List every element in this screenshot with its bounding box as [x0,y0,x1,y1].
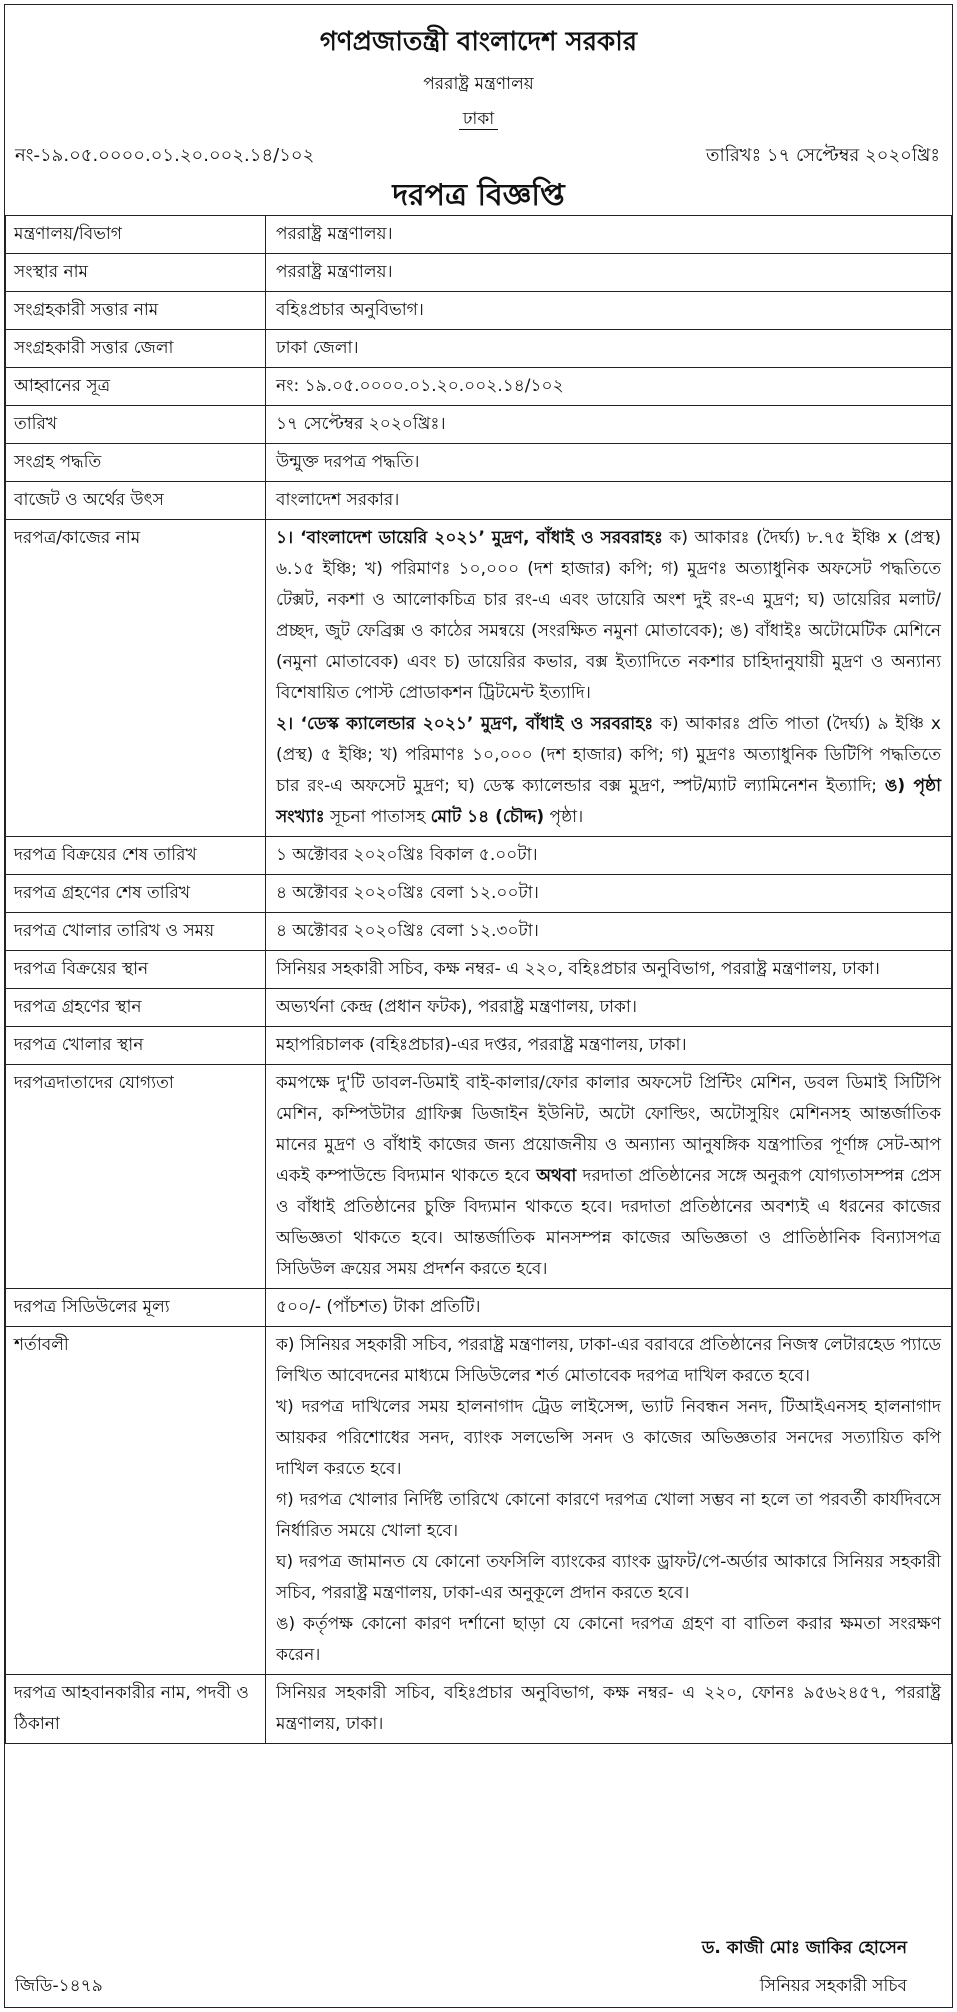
row-label: শর্তাবলী [6,1327,266,1675]
row-value: সিনিয়র সহকারী সচিব, বহিঃপ্রচার অনুবিভাগ, কক্ষ নম্বর- এ ২২০, ফোনঃ ৯৫৬২৪৫৭, পররাষ্ট্র মন্ত্রণালয়, ঢাকা। [266,1675,952,1744]
table-row [6,837,952,875]
table-row [6,989,952,1027]
ministry-name: পররাষ্ট্র মন্ত্রণালয় [423,74,534,94]
row-label: সংগ্রহকারী সত্তার নাম [6,292,266,330]
row-value: সিনিয়র সহকারী সচিব, কক্ষ নম্বর- এ ২২০, বহিঃপ্রচার অনুবিভাগ, পররাষ্ট্র মন্ত্রণালয়, ঢাকা। [266,951,952,989]
row-label: তারিখ [6,406,266,444]
row-label: দরপত্র বিক্রয়ের স্থান [6,951,266,989]
row-value: ৫০০/- (পাঁচশত) টাকা প্রতিটি। [266,1289,952,1327]
row-label: সংস্থার নাম [6,254,266,292]
notice-title: দরপত্র বিজ্ঞপ্তি [392,178,565,213]
table-row [6,875,952,913]
condition-item: ঙ) কর্তৃপক্ষ কোনো কারণ দর্শানো ছাড়া যে কোনো দরপত্র গ্রহণ বা বাতিল করার ক্ষমতা সংরক্ষণ করেন। [276,1614,941,1665]
row-label: দরপত্র গ্রহণের শেষ তারিখ [6,875,266,913]
item-calendar-pages-total: মোট ১৪ (চৌদ্দ) [430,807,545,827]
memo-number: নং-১৯.০৫.০০০০.০১.২০.০০২.১৪/১০২ [15,145,315,166]
city-text: ঢাকা [459,109,498,130]
eligibility-text-b: দরদাতা প্রতিষ্ঠানের সঙ্গে অনুরূপ যোগ্যতাসম্পন্ন প্রেস ও বাঁধাই প্রতিষ্ঠানের চুক্তি বিদ্যমান থাকতে হবে। দরদাতা প্রতিষ্ঠানের অবশ্যই এ ধরনের কাজের অভিজ্ঞতা থাকতে হবে। আন্তর্জাতিক মানসম্পন্ন কাজের অভিজ্ঞতা ও প্রাতিষ্ঠানিক বিন্যাসপত্র সিডিউল ক্রয়ের সময় প্রদর্শন করতে হবে। [276,1166,941,1279]
row-value: ৪ অক্টোবর ২০২০খ্রিঃ বেলা ১২.০০টা। [266,875,952,913]
table-row [6,1289,952,1327]
row-value: নং: ১৯.০৫.০০০০.০১.২০.০০২.১৪/১০২ [266,368,952,406]
row-label: দরপত্র আহবানকারীর নাম, পদবী ও ঠিকানা [6,1675,266,1744]
table-row [6,482,952,520]
row-value: মহাপরিচালক (বহিঃপ্রচার)-এর দপ্তর, পররাষ্ট্র মন্ত্রণালয়, ঢাকা। [266,1027,952,1065]
row-value: উন্মুক্ত দরপত্র পদ্ধতি। [266,444,952,482]
table-row [6,1065,952,1289]
item-calendar-pages-text: সূচনা পাতাসহ [324,807,431,827]
condition-item: গ) দরপত্র খোলার নির্দিষ্ট তারিখে কোনো কারণে দরপত্র খোলা সম্ভব না হলে তা পরবর্তী কার্যদিবসে নির্ধারিত সময়ে খোলা হবে। [276,1490,941,1541]
city-name [5,106,952,134]
row-label: দরপত্র খোলার তারিখ ও সময় [6,913,266,951]
table-row [6,951,952,989]
row-value: ১ অক্টোবর ২০২০খ্রিঃ বিকাল ৫.০০টা। [266,837,952,875]
item-diary-details: ক) আকারঃ (দৈর্ঘ্য) ৮.৭৫ ইঞ্চি x (প্রস্থ) ৬.১৫ ইঞ্চি; খ) পরিমাণঃ ১০,০০০ (দশ হাজার) কপি; গ) মুদ্রণঃ অত্যাধুনিক অফসেট পদ্ধতিতে টেক্সট, নকশা ও আলোকচিত্র চার রং-এ এবং ডায়েরি অংশ দুই রং-এ মুদ্রণ; ঘ) ডায়েরির মলাট/প্রচ্ছদ, জুট ফেব্রিক্স ও কাঠের সমন্বয়ে (সংরক্ষিত নমুনা মোতাবেক); ঙ) বাঁধাইঃ অটোমেটিক মেশিনে (নমুনা মোতাবেক) এবং চ) ডায়েরির কভার, বক্স ইত্যাদিতে নকশার চাহিদানুযায়ী মুদ্রণ ও অন্যান্য বিশেষায়িত পোস্ট প্রোডাকশন ট্রিটমেন্ট ইত্যাদি। [276,528,941,703]
row-label: আহ্বানের সূত্র [6,368,266,406]
row-label: সংগ্রহ পদ্ধতি [6,444,266,482]
gd-number: জিডি-১৪৭৯ [15,1976,103,1996]
row-label: দরপত্র বিক্রয়ের শেষ তারিখ [6,837,266,875]
table-row [6,330,952,368]
row-value: ৪ অক্টোবর ২০২০খ্রিঃ বেলা ১২.৩০টা। [266,913,952,951]
condition-item: ঘ) দরপত্র জামানত যে কোনো তফসিলি ব্যাংকের ব্যাংক ড্রাফট/পে-অর্ডার আকারে সিনিয়র সহকারী সচিব, পররাষ্ট্র মন্ত্রণালয়, ঢাকা-এর অনুকূলে প্রদান করতে হবে। [276,1552,941,1603]
table-row [6,913,952,951]
row-label: বাজেট ও অর্থের উৎস [6,482,266,520]
eligibility-text-a: কমপক্ষে দু'টি ডাবল-ডিমাই বাই-কালার/ফোর কালার অফসেট প্রিন্টিং মেশিন, ডবল ডিমাই সিটিপি মেশিন, কম্পিউটার গ্রাফিক্স ডিজাইন ইউনিট, অটো ফোল্ডিং, অটোসুয়িং মেশিনসহ আন্তর্জাতিক মানের মুদ্রণ ও বাঁধাই কাজের জন্য প্রয়োজনীয় ও অন্যান্য আনুষঙ্গিক যন্ত্রপাতির পূর্ণাঙ্গ সেট-আপ একই কম্পাউন্ডে বিদ্যমান থাকতে হবে [276,1073,941,1186]
government-title: গণপ্রজাতন্ত্রী বাংলাদেশ সরকার [319,27,638,57]
table-row [6,1027,952,1065]
item-diary-heading: ১। ‘বাংলাদেশ ডায়েরি ২০২১’ মুদ্রণ, বাঁধাই ও সরবরাহঃ [276,528,663,548]
signatory-name: ড. কাজী মোঃ জাকির হোসেন [701,1938,907,1958]
item-calendar [276,709,941,833]
row-value: অভ্যর্থনা কেন্দ্র (প্রধান ফটক), পররাষ্ট্র মন্ত্রণালয়, ঢাকা। [266,989,952,1027]
item-calendar-pages-end: পৃষ্ঠা। [544,807,584,827]
issue-date: তারিখঃ ১৭ সেপ্টেম্বর ২০২০খ্রিঃ [705,145,940,166]
table-row [6,292,952,330]
table-row [6,520,952,837]
row-label: দরপত্রদাতাদের যোগ্যতা [6,1065,266,1289]
tender-details-table [5,215,952,1744]
row-value: ১৭ সেপ্টেম্বর ২০২০খ্রিঃ। [266,406,952,444]
table-row [6,444,952,482]
item-diary [276,523,941,709]
table-row [6,216,952,254]
row-label: মন্ত্রণালয়/বিভাগ [6,216,266,254]
row-label: সংগ্রহকারী সত্তার জেলা [6,330,266,368]
table-row [6,254,952,292]
signatory-designation: সিনিয়র সহকারী সচিব [759,1976,907,1996]
row-label: দরপত্র/কাজের নাম [6,520,266,837]
row-value [266,1065,952,1289]
row-value: পররাষ্ট্র মন্ত্রণালয়। [266,216,952,254]
eligibility-or: অথবা [536,1166,577,1186]
condition-item: খ) দরপত্র দাখিলের সময় হালনাগাদ ট্রেড লাইসেন্স, ভ্যাট নিবন্ধন সনদ, টিআইএনসহ হালনাগাদ আয়কর পরিশোধের সনদ, ব্যাংক সলভেন্সি সনদ ও কাজের অভিজ্ঞতার সনদের সত্যায়িত কপি দাখিল করতে হবে। [276,1397,941,1479]
row-label: দরপত্র খোলার স্থান [6,1027,266,1065]
condition-item: ক) সিনিয়র সহকারী সচিব, পররাষ্ট্র মন্ত্রণালয়, ঢাকা-এর বরাবরে প্রতিষ্ঠানের নিজস্ব লেটারহেড প্যাডে লিখিত আবেদনের মাধ্যমে সিডিউলের শর্ত মোতাবেক দরপত্র দাখিল করতে হবে। [276,1335,941,1386]
table-row [6,1327,952,1675]
row-value: বাংলাদেশ সরকার। [266,482,952,520]
row-value: পররাষ্ট্র মন্ত্রণালয়। [266,254,952,292]
item-calendar-pages-heading: ঙ) পৃষ্ঠা সংখ্যাঃ [276,776,942,827]
table-row [6,406,952,444]
row-label: দরপত্র গ্রহণের স্থান [6,989,266,1027]
item-calendar-details: ক) আকারঃ প্রতি পাতা (দৈর্ঘ্য) ৯ ইঞ্চি x (প্রস্থ) ৫ ইঞ্চি; খ) পরিমাণঃ ১০,০০০ (দশ হাজার) কপি; গ) মুদ্রণঃ অত্যাধুনিক ডিটিপি পদ্ধতিতে চার রং-এ অফসেট মুদ্রণ; ঘ) ডেস্ক ক্যালেন্ডার বক্স মুদ্রণ, স্পট/ম্যাট ল্যামিনেশন ইত্যাদি; [276,714,941,796]
row-value: বহিঃপ্রচার অনুবিভাগ। [266,292,952,330]
table-row [6,368,952,406]
row-value [266,1327,952,1675]
row-value: ঢাকা জেলা। [266,330,952,368]
tender-notice-page [4,4,953,2008]
table-row [6,1675,952,1744]
row-label: দরপত্র সিডিউলের মূল্য [6,1289,266,1327]
item-calendar-heading: ২। ‘ডেস্ক ক্যালেন্ডার ২০২১’ মুদ্রণ, বাঁধাই ও সরবরাহঃ [276,714,654,734]
row-value [266,520,952,837]
